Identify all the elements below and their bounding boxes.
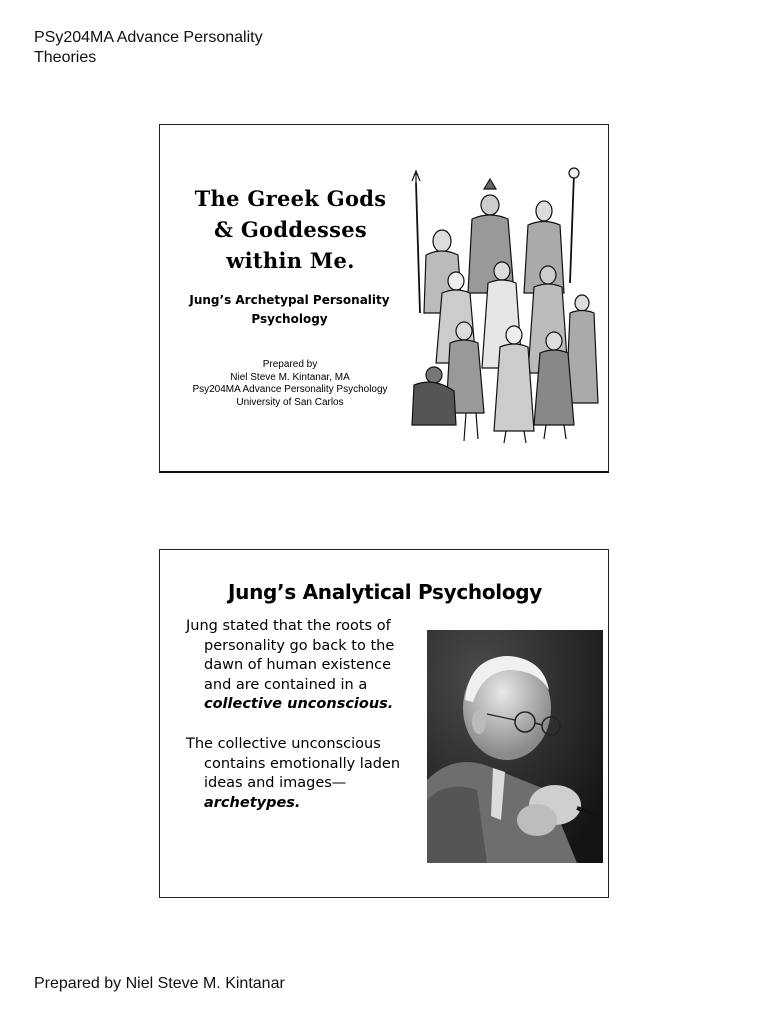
slide-1-title: The Greek Gods & Goddesses within Me. bbox=[194, 186, 387, 273]
slide-1 bbox=[159, 124, 609, 473]
slide-2-body bbox=[186, 617, 421, 813]
slide-2-paragraph-1: Jung stated that the roots of personality go back to the dawn of human existence and are contained in a collective unconscious. bbox=[186, 618, 395, 713]
emphasis-archetypes: archetypes. bbox=[204, 794, 301, 811]
slide-1-subtitle: Jung’s Archetypal Personality Psychology bbox=[189, 293, 390, 326]
slide-2 bbox=[159, 549, 609, 898]
greek-gods-illustration bbox=[406, 163, 602, 445]
header-line-2: Theories bbox=[34, 49, 97, 66]
jung-portrait-photo bbox=[427, 630, 603, 863]
slide-2-paragraph-2: The collective unconscious contains emotionally laden ideas and images—archetypes. bbox=[186, 735, 401, 811]
header-line-1: PSy204MA Advance Personality bbox=[34, 29, 263, 46]
page-footer: Prepared by Niel Steve M. Kintanar bbox=[34, 975, 285, 992]
emphasis-collective-unconscious: collective unconscious. bbox=[204, 696, 394, 713]
slide-2-title: Jung’s Analytical Psychology bbox=[227, 580, 543, 604]
slide-1-prepared-by: Prepared by Niel Steve M. Kintanar, MA Psy204MA Advance Personality Psychology University of San Carlos bbox=[192, 359, 388, 408]
page-header bbox=[34, 28, 314, 68]
